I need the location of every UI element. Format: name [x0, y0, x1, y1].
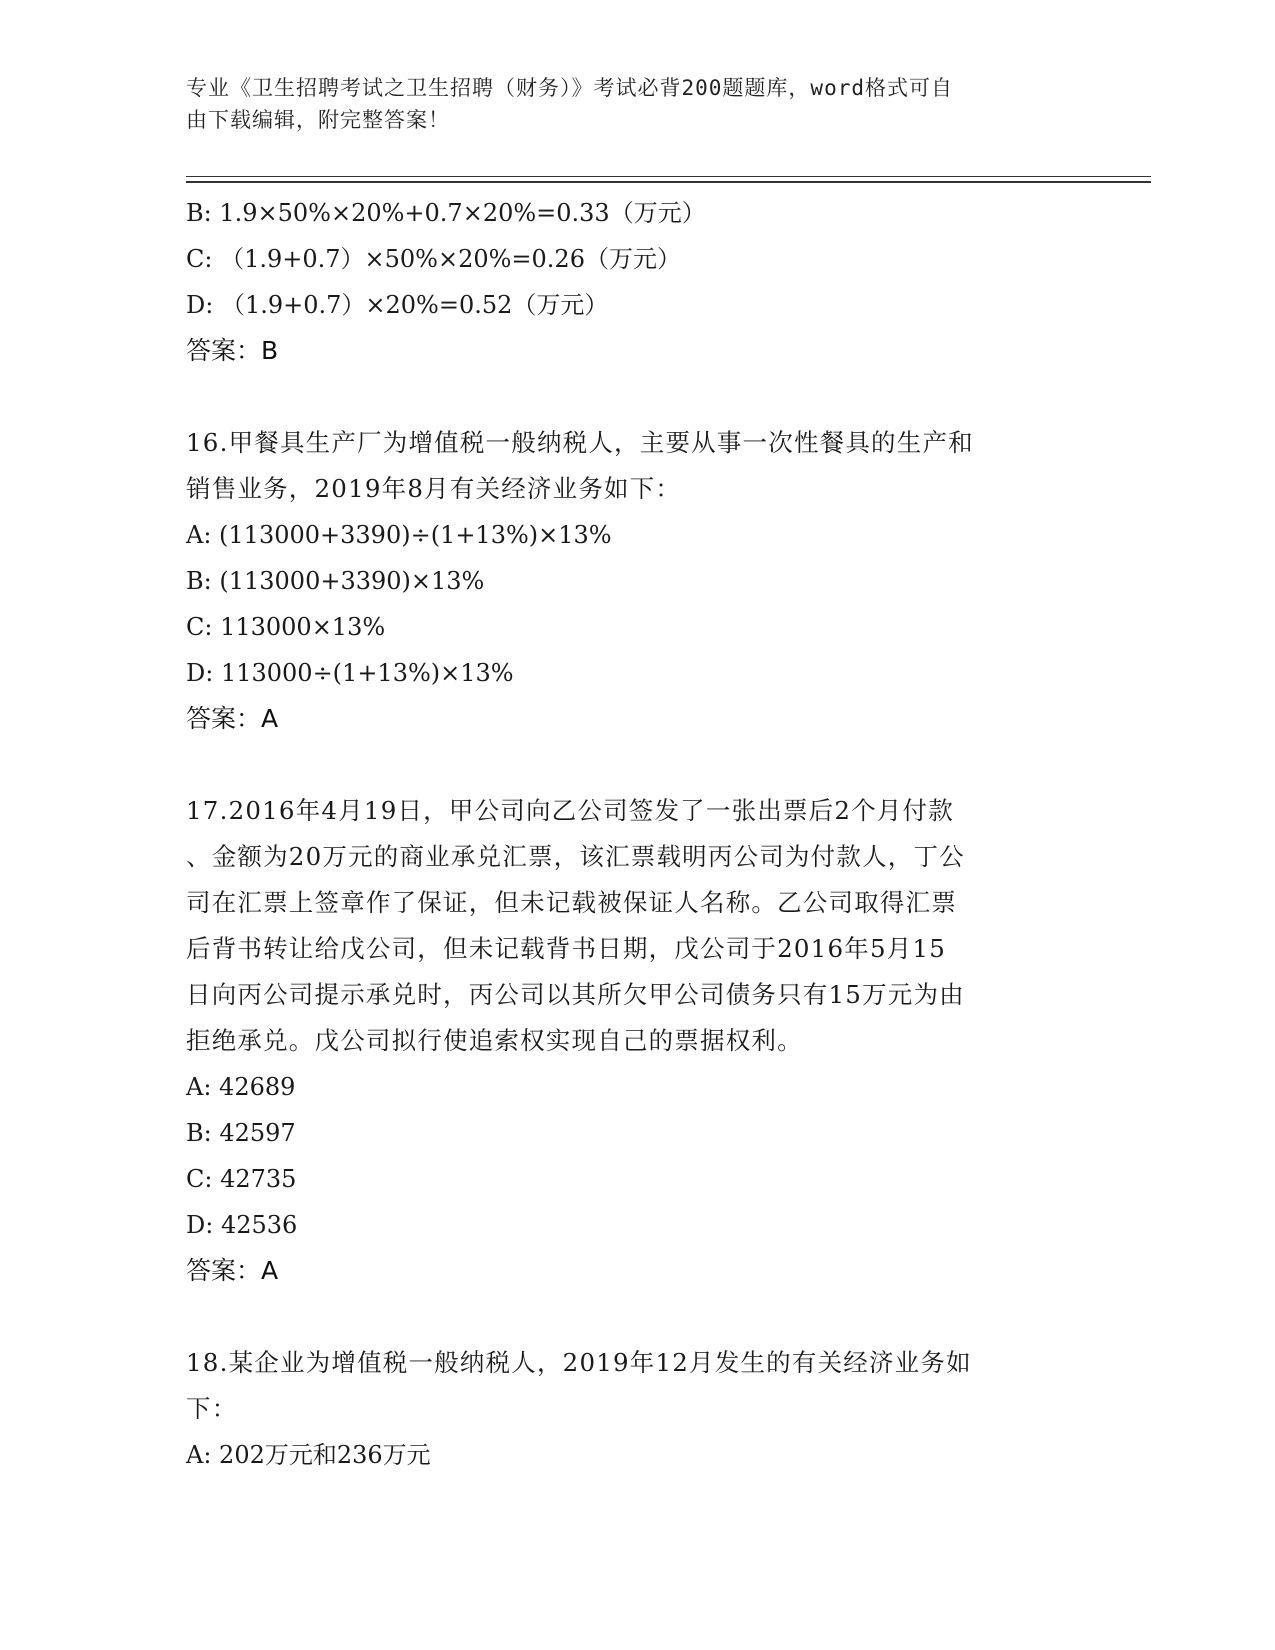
q15-option-b: B: 1.9×50%×20%+0.7×20%=0.33（万元） — [186, 199, 706, 227]
q18-text-line-2: 下： — [186, 1394, 238, 1423]
header-divider-thick — [186, 181, 1151, 183]
question-17-block — [186, 788, 1086, 1294]
q16-option-d: D: 113000÷(1+13%)×13% — [186, 659, 514, 687]
q17-option-b: B: 42597 — [186, 1119, 296, 1147]
q17-text-line-4: 后背书转让给戊公司，但未记载背书日期，戊公司于2016年5月15 — [186, 934, 947, 963]
spacer — [186, 742, 1086, 788]
q18-text-line-1: 18.某企业为增值税一般纳税人，2019年12月发生的有关经济业务如 — [186, 1348, 972, 1377]
q18-option-a: A: 202万元和236万元 — [186, 1441, 431, 1469]
header-title-line-2: 由下载编辑，附完整答案！ — [186, 108, 450, 132]
q16-answer: 答案：A — [186, 704, 279, 733]
q16-text-line-2: 销售业务，2019年8月有关经济业务如下： — [186, 474, 682, 503]
q16-option-c: C: 113000×13% — [186, 613, 386, 641]
q16-option-b: B: (113000+3390)×13% — [186, 567, 485, 595]
q17-text-line-3: 司在汇票上签章作了保证，但未记载被保证人名称。乙公司取得汇票 — [186, 888, 957, 917]
spacer — [186, 374, 1086, 420]
q15-answer: 答案：B — [186, 336, 279, 365]
question-18-block — [186, 1340, 1086, 1478]
q17-option-a: A: 42689 — [186, 1073, 296, 1101]
q17-text-line-1: 17.2016年4月19日，甲公司向乙公司签发了一张出票后2个月付款 — [186, 796, 954, 825]
q17-option-d: D: 42536 — [186, 1211, 298, 1239]
q17-answer: 答案：A — [186, 1256, 279, 1285]
q16-option-a: A: (113000+3390)÷(1+13%)×13% — [186, 521, 612, 549]
document-header — [186, 72, 1066, 136]
header-divider-thin — [186, 176, 1151, 177]
question-16-block — [186, 420, 1086, 742]
q15-option-d: D: （1.9+0.7）×20%=0.52（万元） — [186, 291, 609, 319]
q15-option-c: C: （1.9+0.7）×50%×20%=0.26（万元） — [186, 245, 681, 273]
spacer — [186, 1294, 1086, 1340]
question-15-block — [186, 190, 1086, 374]
question-content — [186, 190, 1086, 1478]
q17-text-line-2: 、金额为20万元的商业承兑汇票，该汇票载明丙公司为付款人，丁公 — [186, 842, 965, 871]
header-title-line-1: 专业《卫生招聘考试之卫生招聘（财务）》考试必背200题题库，word格式可自 — [186, 76, 953, 100]
q17-option-c: C: 42735 — [186, 1165, 297, 1193]
q17-text-line-6: 拒绝承兑。戊公司拟行使追索权实现自己的票据权利。 — [186, 1026, 803, 1055]
q17-text-line-5: 日向丙公司提示承兑时，丙公司以其所欠甲公司债务只有15万元为由 — [186, 980, 965, 1009]
q16-text-line-1: 16.甲餐具生产厂为增值税一般纳税人，主要从事一次性餐具的生产和 — [186, 428, 974, 457]
